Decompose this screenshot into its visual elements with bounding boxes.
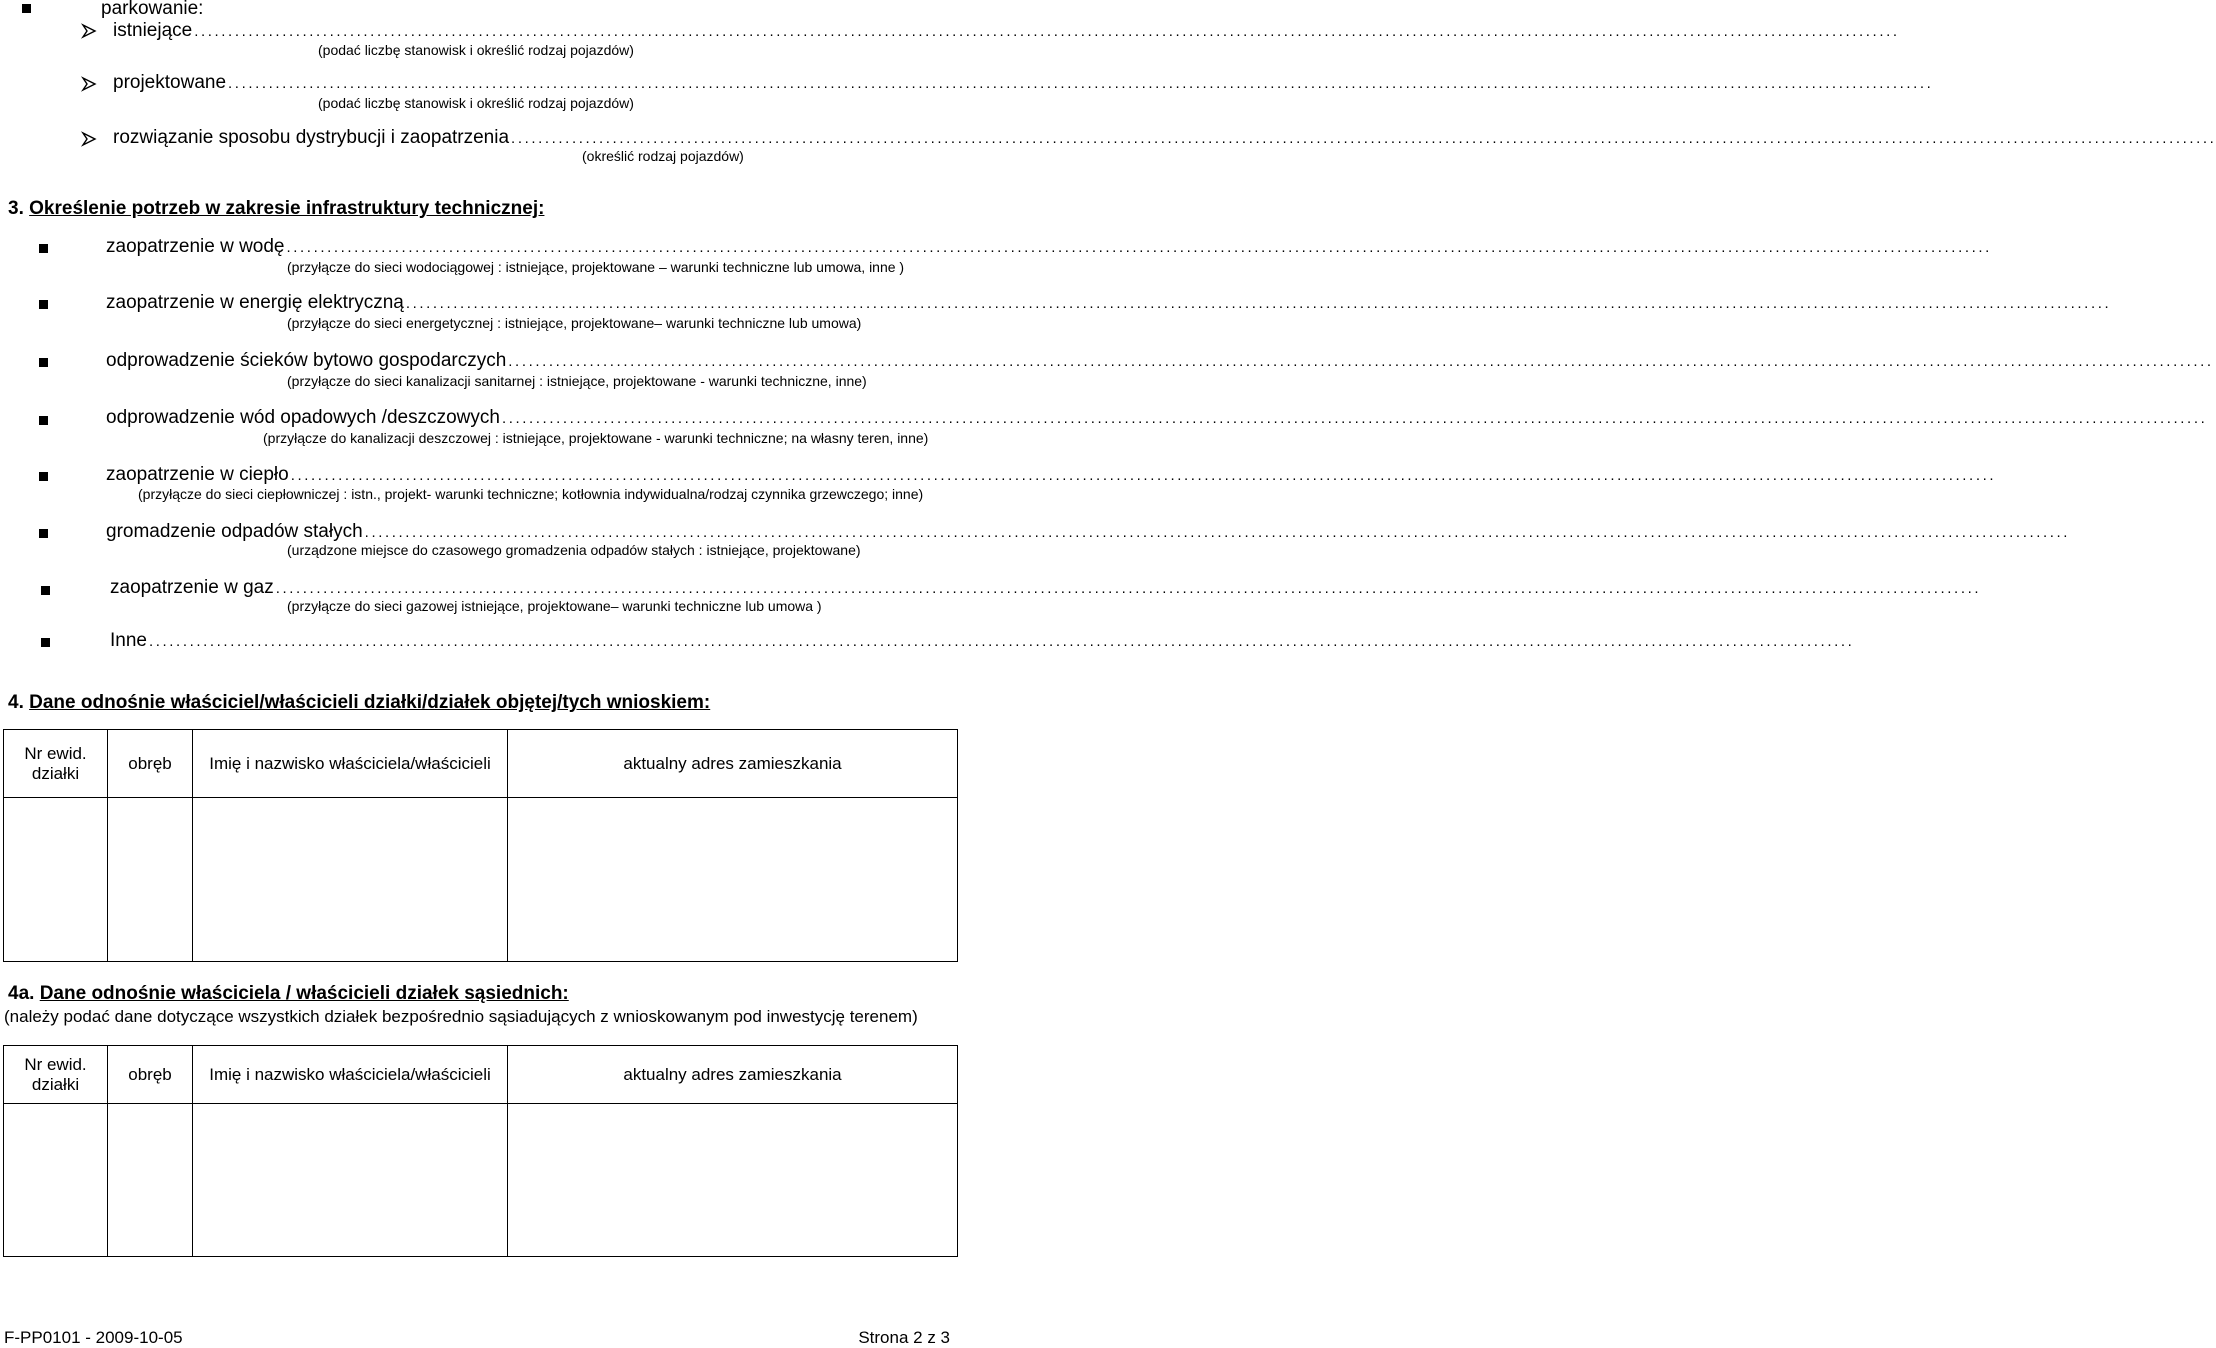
parking-distribution-label: rozwiązanie sposobu dystrybucji i zaopatrzenia — [113, 127, 510, 148]
section4a-note: (należy podać dane dotyczące wszystkich działek bezpośrednio sąsiadujących z wnioskowanym pod inwestycję terenem) — [4, 1007, 918, 1026]
table-cell[interactable] — [508, 798, 958, 962]
gas-line[interactable] — [110, 577, 1982, 599]
parking-planned-label: projektowane — [113, 72, 227, 93]
electricity-line[interactable] — [106, 292, 2112, 314]
col-header-parcel-number: Nr ewid. działki — [4, 1046, 108, 1104]
table-cell[interactable] — [193, 798, 508, 962]
fill-dots: ............................................................................................................................................................................................................................................................ — [508, 353, 2214, 370]
owners-table — [3, 729, 958, 962]
bullet-square-icon — [39, 472, 48, 481]
col-header-district: obręb — [108, 730, 193, 798]
other-label: Inne — [110, 630, 147, 651]
bullet-square-icon — [39, 244, 48, 253]
rainwater-label: odprowadzenie wód opadowych /deszczowych — [106, 407, 500, 428]
table-header-row — [4, 1046, 958, 1104]
table-cell[interactable] — [193, 1104, 508, 1257]
section4a-title: Dane odnośnie właściciela / właścicieli działek sąsiednich: — [39, 983, 569, 1004]
arrow-bullet-icon — [82, 24, 96, 38]
fill-dots: ............................................................................................................................................................................................................................................................ — [405, 295, 2112, 312]
col-header-owner-name: Imię i nazwisko właściciela/właścicieli — [193, 730, 508, 798]
section4-title: Dane odnośnie właściciel/właścicieli działki/działek objętej/tych wnioskiem: — [29, 692, 711, 713]
rainwater-hint: (przyłącze do kanalizacji deszczowej : istniejące, projektowane - warunki techniczne; na własny teren, inne) — [263, 430, 929, 446]
waste-label: gromadzenie odpadów stałych — [106, 521, 363, 542]
col-header-address: aktualny adres zamieszkania — [508, 730, 958, 798]
rainwater-line[interactable] — [106, 407, 2208, 429]
bullet-square-icon — [39, 416, 48, 425]
section4a-heading — [8, 983, 569, 1005]
table-cell[interactable] — [108, 798, 193, 962]
footer-page-number: Strona 2 z 3 — [858, 1328, 950, 1347]
water-label: zaopatrzenie w wodę — [106, 236, 285, 257]
arrow-bullet-icon — [82, 132, 96, 146]
fill-dots: ............................................................................................................................................................................................................................................................ — [290, 467, 1997, 484]
sewage-hint: (przyłącze do sieci kanalizacji sanitarnej : istniejące, projektowane - warunki techniczne, inne) — [287, 373, 867, 389]
footer-form-code: F-PP0101 - 2009-10-05 — [4, 1328, 183, 1347]
electricity-hint: (przyłącze do sieci energetycznej : istniejące, projektowane– warunki techniczne lub umowa) — [287, 315, 862, 331]
heat-line[interactable] — [106, 464, 1997, 486]
parking-title: parkowanie: — [101, 0, 204, 19]
table-cell[interactable] — [4, 1104, 108, 1257]
section4a-number: 4a. — [8, 983, 35, 1004]
fill-dots: ............................................................................................................................................................................................................................................................ — [228, 75, 1934, 92]
bullet-square-icon — [39, 529, 48, 538]
parking-distribution-hint: (określić rodzaj pojazdów) — [582, 148, 744, 164]
table-cell[interactable] — [508, 1104, 958, 1257]
col-header-address: aktualny adres zamieszkania — [508, 1046, 958, 1104]
section3-title: Określenie potrzeb w zakresie infrastruktury technicznej: — [29, 198, 545, 219]
heat-hint: (przyłącze do sieci ciepłowniczej : istn., projekt- warunki techniczne; kotłownia indywidualna/rodzaj czynnika grzewczego; inne) — [138, 486, 924, 502]
sewage-line[interactable] — [106, 350, 2214, 372]
table-row — [4, 798, 958, 962]
fill-dots: ............................................................................................................................................................................................................................................................ — [194, 23, 1900, 40]
waste-hint: (urządzone miejsce do czasowego gromadzenia odpadów stałych : istniejące, projektowane) — [287, 542, 861, 558]
parking-planned-hint: (podać liczbę stanowisk i określić rodzaj pojazdów) — [318, 95, 634, 111]
parking-existing-label: istniejące — [113, 20, 193, 41]
electricity-label: zaopatrzenie w energię elektryczną — [106, 292, 404, 313]
waste-line[interactable] — [106, 521, 2071, 543]
bullet-square-icon — [41, 638, 50, 647]
gas-hint: (przyłącze do sieci gazowej istniejące, projektowane– warunki techniczne lub umowa ) — [287, 598, 822, 614]
arrow-bullet-icon — [82, 77, 96, 91]
bullet-square-icon — [41, 586, 50, 595]
gas-label: zaopatrzenie w gaz — [110, 577, 274, 598]
section3-heading — [8, 198, 544, 220]
col-header-owner-name: Imię i nazwisko właściciela/właścicieli — [193, 1046, 508, 1104]
section4-number: 4. — [8, 692, 24, 713]
water-line[interactable] — [106, 236, 1992, 258]
heat-label: zaopatrzenie w ciepło — [106, 464, 289, 485]
fill-dots: ............................................................................................................................................................................................................................................................ — [501, 410, 2208, 427]
section4-heading — [8, 692, 710, 714]
parking-planned-line[interactable] — [113, 72, 1934, 94]
sewage-label: odprowadzenie ścieków bytowo gospodarczych — [106, 350, 507, 371]
table-cell[interactable] — [4, 798, 108, 962]
fill-dots: ............................................................................................................................................................................................................................................................ — [511, 130, 2216, 147]
fill-dots: ............................................................................................................................................................................................................................................................ — [275, 580, 1982, 597]
parking-distribution-line[interactable] — [113, 127, 2216, 149]
section3-number: 3. — [8, 198, 24, 219]
table-cell[interactable] — [108, 1104, 193, 1257]
bullet-square-icon — [39, 358, 48, 367]
fill-dots: ............................................................................................................................................................................................................................................................ — [364, 524, 2071, 541]
parking-existing-line[interactable] — [113, 20, 1900, 42]
table-header-row — [4, 730, 958, 798]
bullet-square-icon — [22, 4, 31, 13]
neighbours-table — [3, 1045, 958, 1257]
fill-dots: ............................................................................................................................................................................................................................................................ — [286, 239, 1992, 256]
col-header-parcel-number: Nr ewid. działki — [4, 730, 108, 798]
other-line[interactable] — [110, 630, 1855, 652]
col-header-district: obręb — [108, 1046, 193, 1104]
bullet-square-icon — [39, 300, 48, 309]
table-row — [4, 1104, 958, 1257]
parking-existing-hint: (podać liczbę stanowisk i określić rodzaj pojazdów) — [318, 42, 634, 58]
fill-dots: ............................................................................................................................................................................................................................................................ — [148, 633, 1855, 650]
water-hint: (przyłącze do sieci wodociągowej : istniejące, projektowane – warunki techniczne lub umowa, inne ) — [287, 259, 905, 275]
